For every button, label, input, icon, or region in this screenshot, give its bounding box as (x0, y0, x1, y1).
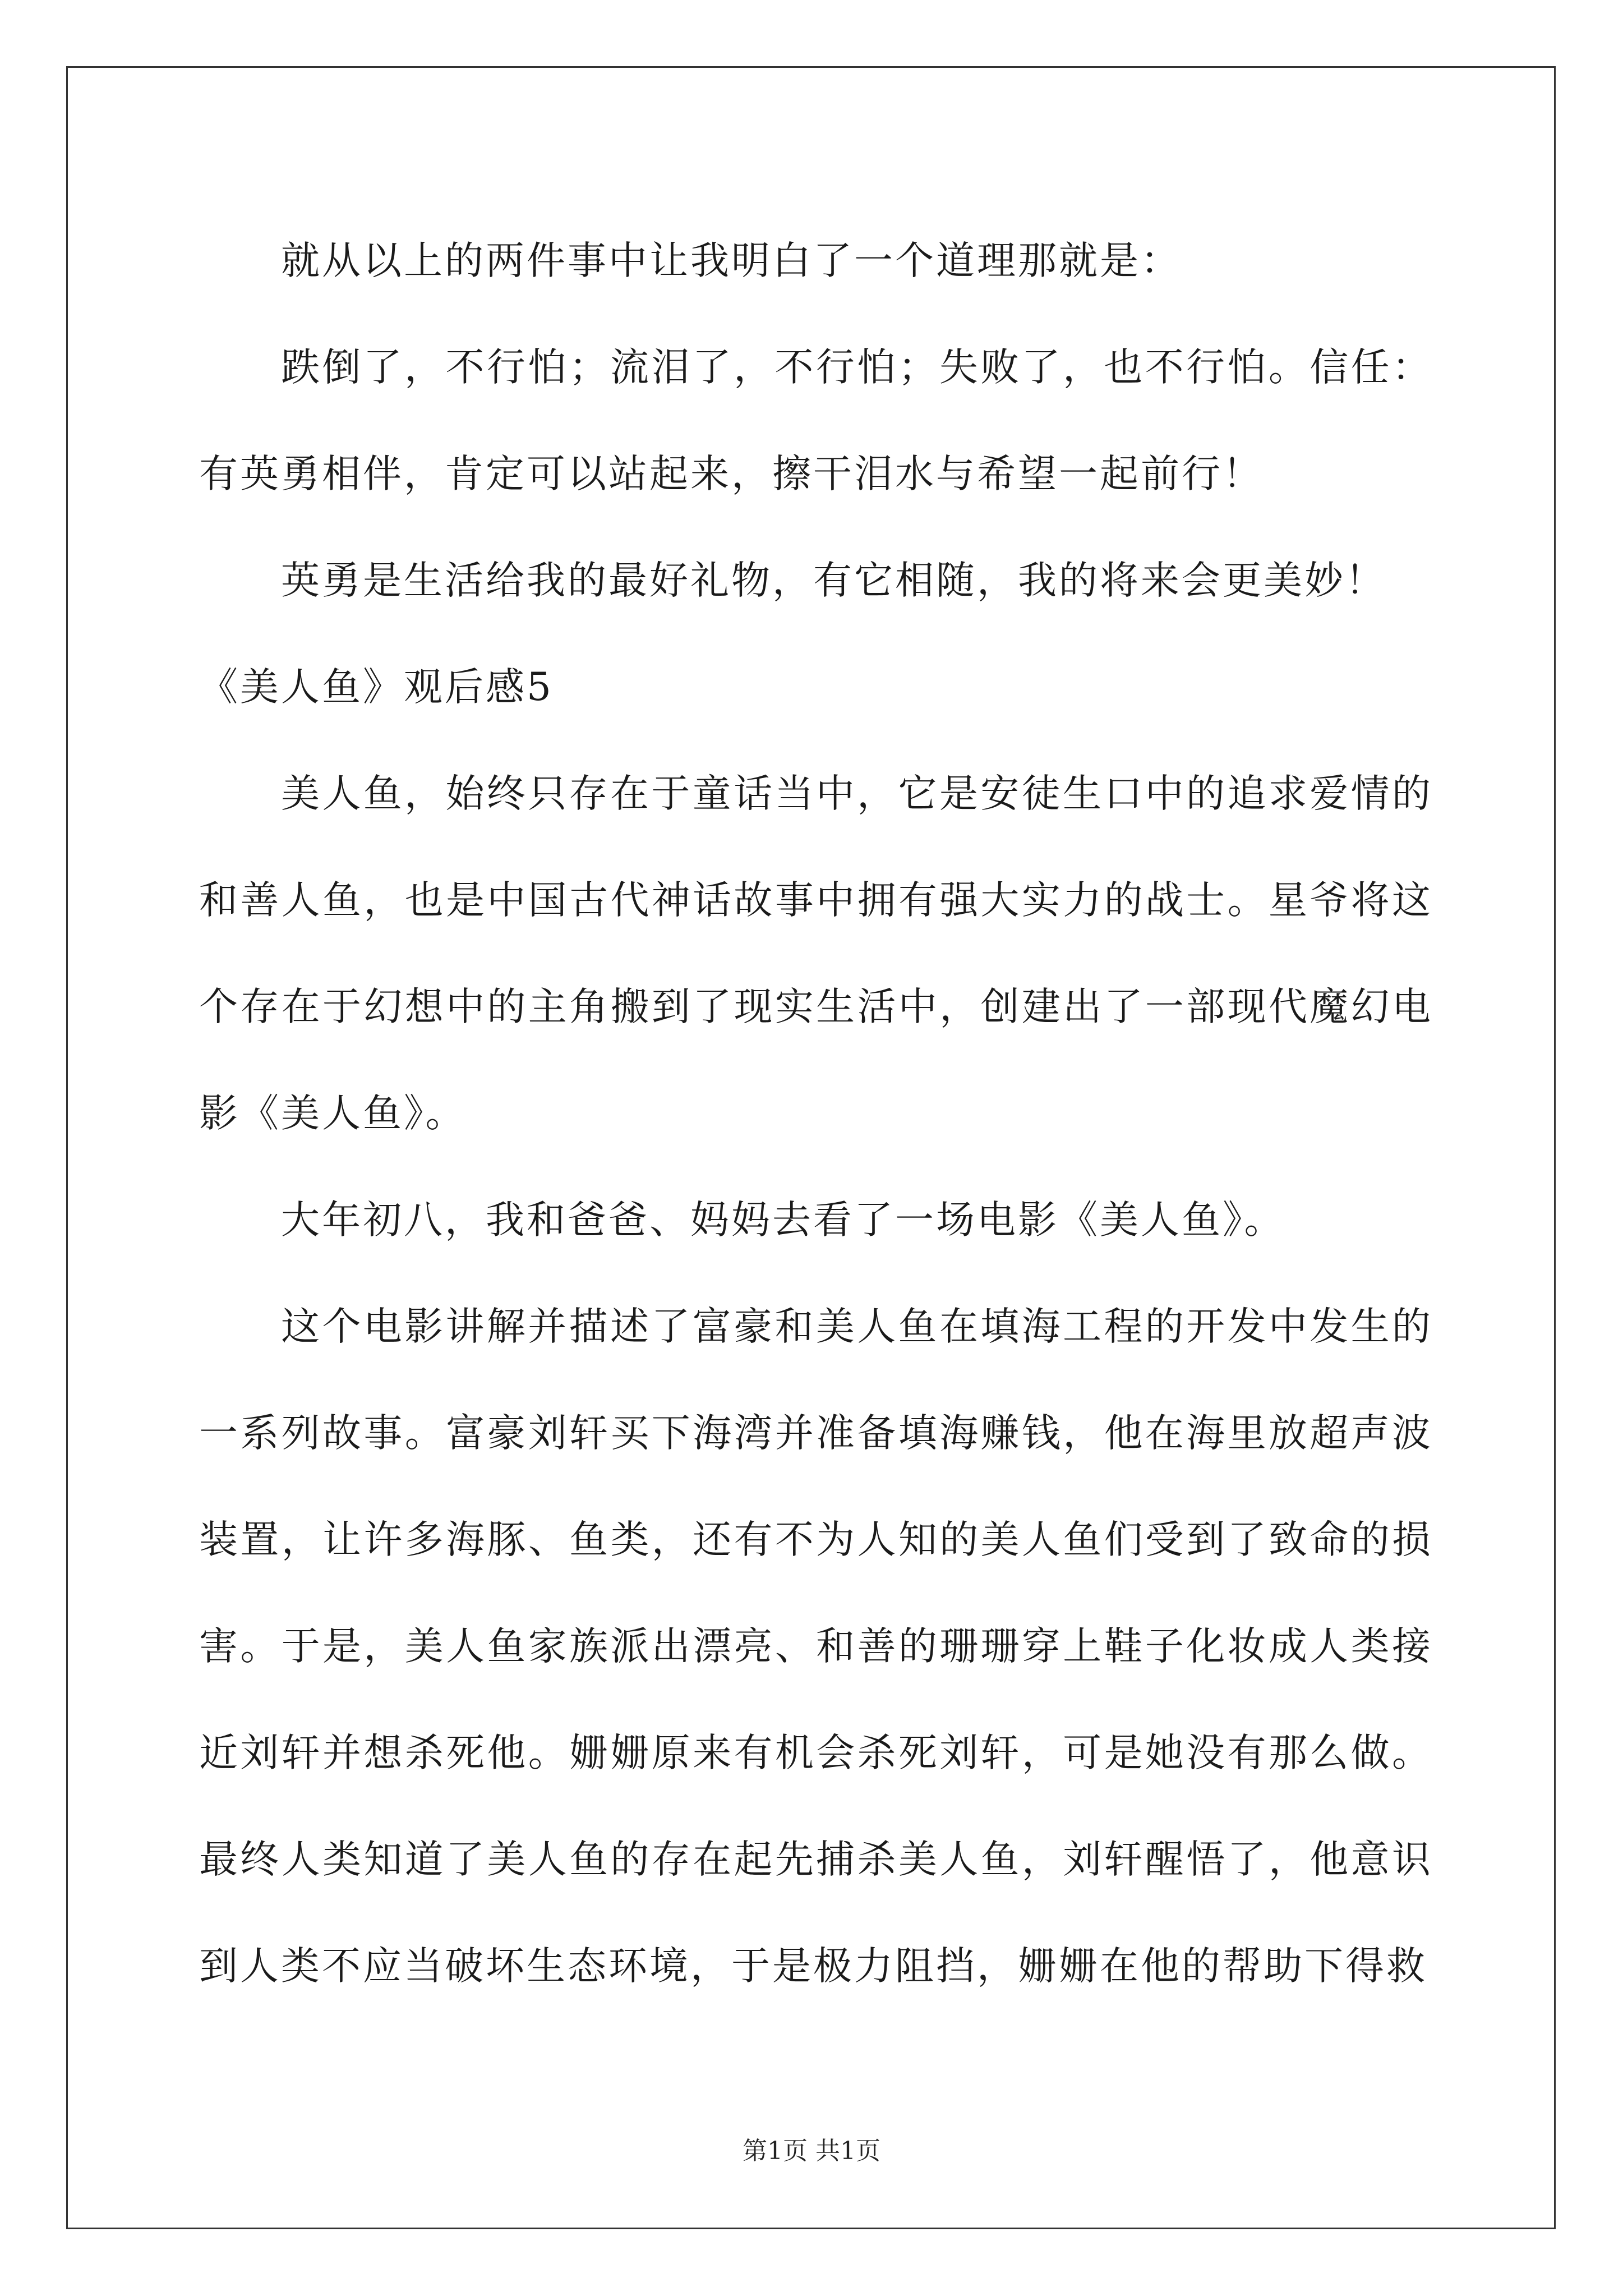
paragraph: 跌倒了，不行怕；流泪了，不行怕；失败了，也不行怕。信任：有英勇相伴，肯定可以站起来，擦干泪水与希望一起前行！ (199, 345, 1433, 496)
paragraph: 大年初八，我和爸爸、妈妈去看了一场电影《美人鱼》。 (281, 1198, 1285, 1243)
section-heading: 《美人鱼》观后感5 (199, 665, 554, 710)
paragraph: 这个电影讲解并描述了富豪和美人鱼在填海工程的开发中发生的一系列故事。富豪刘轩买下海湾并准备填海赚钱，他在海里放超声波装置，让许多海豚、鱼类，还有不为人知的美人鱼们受到了致命的损害。于是，美人鱼家族派出漂亮、和善的珊珊穿上鞋子化妆成人类接近刘轩并想杀死他。姗姗原来有机会杀死刘轩，可是她没有那么做。最终人类知道了美人鱼的存在起先捕杀美人鱼，刘轩醒悟了，他意识到人类不应当破坏生态环境，于是极力阻挡，姗姗在他的帮助下得救 (199, 1304, 1433, 1989)
paragraph: 美人鱼，始终只存在于童话当中，它是安徒生口中的追求爱情的和善人鱼，也是中国古代神话故事中拥有强大实力的战士。星爷将这个存在于幻想中的主角搬到了现实生活中，创建出了一部现代魔幻电影《美人鱼》。 (199, 771, 1433, 1136)
paragraph: 英勇是生活给我的最好礼物，有它相随，我的将来会更美妙！ (281, 558, 1386, 603)
document-body (199, 208, 1433, 2019)
paragraph: 就从以上的两件事中让我明白了一个道理那就是： (281, 238, 1182, 283)
page-footer: 第1页 共1页 (743, 2137, 880, 2165)
